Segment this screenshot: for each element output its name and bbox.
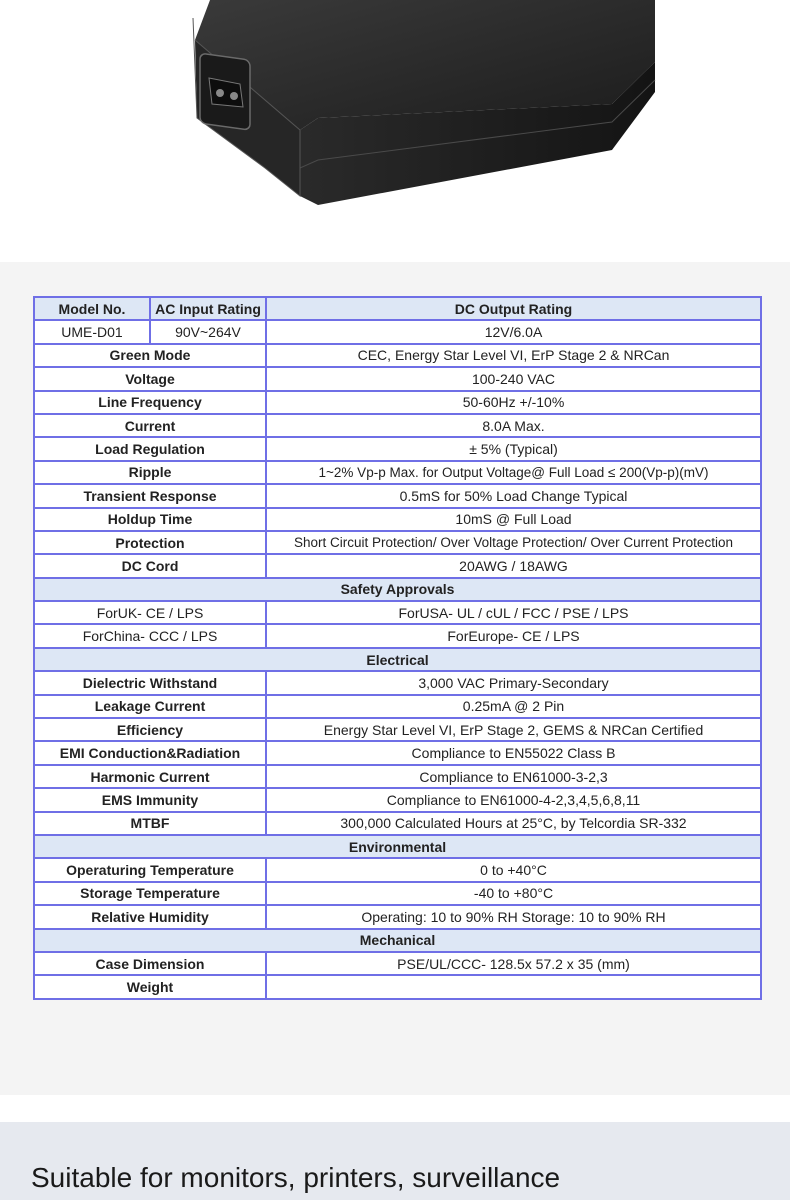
ac-input-value: 90V~264V <box>150 320 266 343</box>
header-ac-input: AC Input Rating <box>150 297 266 320</box>
row-value: 0.25mA @ 2 Pin <box>266 695 761 718</box>
row-label: Harmonic Current <box>34 765 266 788</box>
section-title: Safety Approvals <box>34 578 761 601</box>
row-label: Line Frequency <box>34 391 266 414</box>
table-row <box>34 508 761 531</box>
header-dc-output: DC Output Rating <box>266 297 761 320</box>
row-value: 0 to +40°C <box>266 858 761 881</box>
spec-panel <box>0 262 790 1095</box>
table-row <box>34 765 761 788</box>
row-value: Short Circuit Protection/ Over Voltage Protection/ Over Current Protection <box>266 531 761 554</box>
row-label: Holdup Time <box>34 508 266 531</box>
section-title: Electrical <box>34 648 761 671</box>
row-label: Dielectric Withstand <box>34 671 266 694</box>
row-label: Protection <box>34 531 266 554</box>
usage-heading: Suitable for monitors, printers, surveillance <box>31 1162 561 1193</box>
model-value: UME-D01 <box>34 320 150 343</box>
row-label: Voltage <box>34 367 266 390</box>
table-row <box>34 344 761 367</box>
row-label: Ripple <box>34 461 266 484</box>
row-value: CEC, Energy Star Level VI, ErP Stage 2 & NRCan <box>266 344 761 367</box>
power-adapter-image <box>0 0 790 262</box>
row-value: 8.0A Max. <box>266 414 761 437</box>
row-label: MTBF <box>34 812 266 835</box>
table-row <box>34 858 761 881</box>
row-left: ForUK- CE / LPS <box>34 601 266 624</box>
table-row <box>34 531 761 554</box>
table-row <box>34 367 761 390</box>
table-row <box>34 952 761 975</box>
row-value: Energy Star Level VI, ErP Stage 2, GEMS & NRCan Certified <box>266 718 761 741</box>
table-row <box>34 554 761 577</box>
section-row-safety <box>34 578 761 601</box>
row-value: PSE/UL/CCC- 128.5x 57.2 x 35 (mm) <box>266 952 761 975</box>
row-label: Green Mode <box>34 344 266 367</box>
row-label: EMI Conduction&Radiation <box>34 741 266 764</box>
table-row <box>34 882 761 905</box>
row-value: 20AWG / 18AWG <box>266 554 761 577</box>
row-label: Leakage Current <box>34 695 266 718</box>
spec-table <box>33 296 762 1000</box>
table-row <box>34 741 761 764</box>
row-right: ForUSA- UL / cUL / FCC / PSE / LPS <box>266 601 761 624</box>
section-row-mechanical <box>34 929 761 952</box>
table-row <box>34 975 761 998</box>
table-row <box>34 788 761 811</box>
table-row <box>34 437 761 460</box>
row-label: Transient Response <box>34 484 266 507</box>
product-image-area <box>0 0 790 262</box>
row-value: 300,000 Calculated Hours at 25°C, by Telcordia SR-332 <box>266 812 761 835</box>
section-title: Environmental <box>34 835 761 858</box>
row-value: ± 5% (Typical) <box>266 437 761 460</box>
row-value: 100-240 VAC <box>266 367 761 390</box>
usage-section <box>0 1122 790 1200</box>
table-row <box>34 718 761 741</box>
table-row <box>34 812 761 835</box>
row-label: Efficiency <box>34 718 266 741</box>
model-row <box>34 320 761 343</box>
row-value: Operating: 10 to 90% RH Storage: 10 to 90% RH <box>266 905 761 928</box>
table-row <box>34 391 761 414</box>
row-label: DC Cord <box>34 554 266 577</box>
table-row <box>34 461 761 484</box>
row-label: Relative Humidity <box>34 905 266 928</box>
row-value: -40 to +80°C <box>266 882 761 905</box>
header-model-no: Model No. <box>34 297 150 320</box>
section-row-environmental <box>34 835 761 858</box>
row-value: Compliance to EN61000-4-2,3,4,5,6,8,11 <box>266 788 761 811</box>
row-value: 50-60Hz +/-10% <box>266 391 761 414</box>
row-label: Load Regulation <box>34 437 266 460</box>
table-row <box>34 624 761 647</box>
row-label: Case Dimension <box>34 952 266 975</box>
table-row <box>34 414 761 437</box>
section-row-electrical <box>34 648 761 671</box>
row-label: EMS Immunity <box>34 788 266 811</box>
dc-output-value: 12V/6.0A <box>266 320 761 343</box>
row-value: Compliance to EN61000-3-2,3 <box>266 765 761 788</box>
row-value: 1~2% Vp-p Max. for Output Voltage@ Full Load ≤ 200(Vp-p)(mV) <box>266 461 761 484</box>
row-value: 0.5mS for 50% Load Change Typical <box>266 484 761 507</box>
row-value <box>266 975 761 998</box>
row-right: ForEurope- CE / LPS <box>266 624 761 647</box>
table-row <box>34 484 761 507</box>
row-value: 10mS @ Full Load <box>266 508 761 531</box>
row-label: Current <box>34 414 266 437</box>
row-value: 3,000 VAC Primary-Secondary <box>266 671 761 694</box>
row-value: Compliance to EN55022 Class B <box>266 741 761 764</box>
table-row <box>34 601 761 624</box>
table-row <box>34 671 761 694</box>
table-row <box>34 905 761 928</box>
row-label: Storage Temperature <box>34 882 266 905</box>
table-row <box>34 695 761 718</box>
row-label: Weight <box>34 975 266 998</box>
section-title: Mechanical <box>34 929 761 952</box>
table-header-row <box>34 297 761 320</box>
row-label: Operaturing Temperature <box>34 858 266 881</box>
row-left: ForChina- CCC / LPS <box>34 624 266 647</box>
